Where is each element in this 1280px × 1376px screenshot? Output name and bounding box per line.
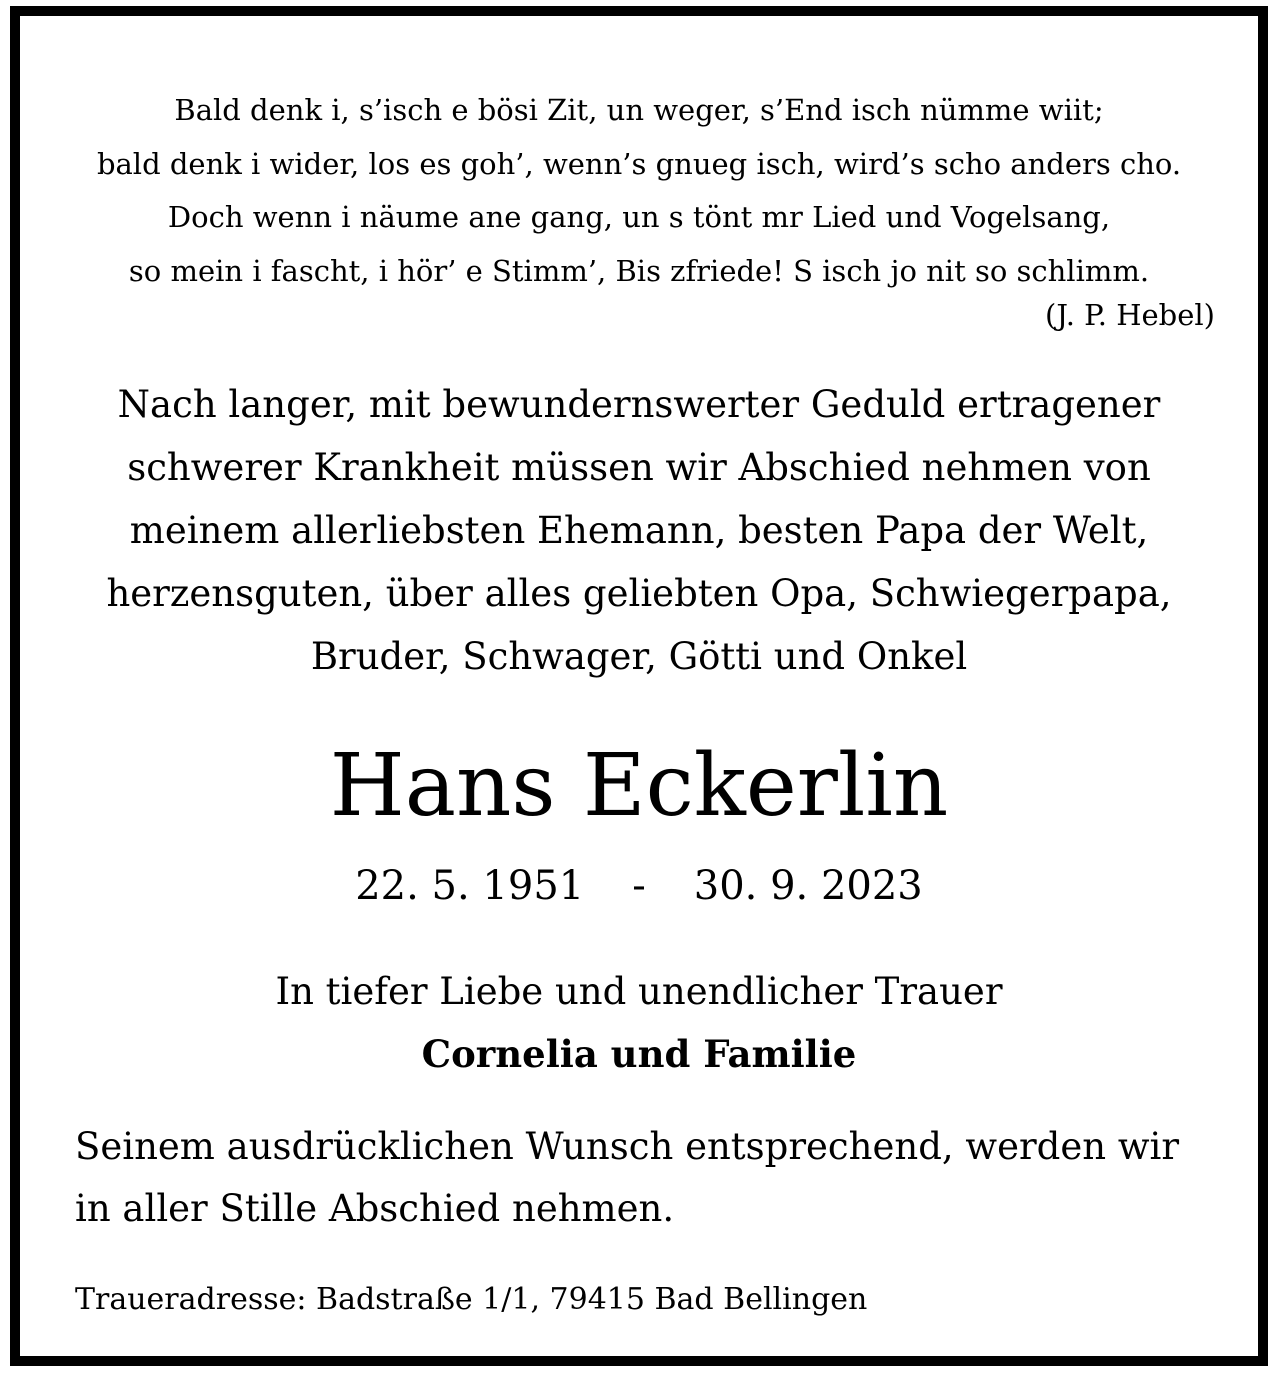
- announcement-text: [20, 373, 1258, 688]
- announcement-line: meinem allerliebsten Ehemann, besten Papa der Welt,: [129, 509, 1149, 552]
- mourner-names: Cornelia und Familie: [421, 1032, 857, 1076]
- deceased-name: Hans Eckerlin: [329, 736, 949, 836]
- date-separator: -: [632, 863, 646, 909]
- farewell-wish: [75, 1116, 1215, 1240]
- wish-line: Seinem ausdrücklichen Wunsch entsprechend, werden wir: [75, 1125, 1180, 1168]
- announcement-line: schwerer Krankheit müssen wir Abschied nehmen von: [127, 446, 1151, 489]
- poem-verse: [20, 84, 1258, 298]
- wish-line: in aller Stille Abschied nehmen.: [75, 1187, 675, 1230]
- mourning-address: Traueradresse: Badstraße 1/1, 79415 Bad Bellingen: [75, 1282, 868, 1317]
- birth-date: 22. 5. 1951: [355, 863, 585, 909]
- announcement-line: Bruder, Schwager, Götti und Onkel: [310, 635, 968, 678]
- obituary-notice: [10, 6, 1268, 1366]
- verse-line: Bald denk i, s’isch e bösi Zit, un weger, s’End isch nümme wiit;: [174, 93, 1104, 127]
- verse-line: Doch wenn i näume ane gang, un s tönt mr Lied und Vogelsang,: [167, 200, 1111, 234]
- life-dates: [20, 858, 1258, 914]
- announcement-line: herzensguten, über alles geliebten Opa, Schwiegerpapa,: [106, 572, 1172, 615]
- verse-line: so mein i fascht, i hör’ e Stimm’, Bis zfriede! S isch jo nit so schlimm.: [128, 253, 1150, 288]
- poem-attribution: (J. P. Hebel): [1045, 298, 1215, 332]
- mourning-section: [20, 961, 1258, 1085]
- death-date: 30. 9. 2023: [693, 863, 923, 909]
- announcement-line: Nach langer, mit bewundernswerter Geduld ertragener: [117, 383, 1161, 426]
- verse-line: bald denk i wider, los es goh’, wenn’s gnueg isch, wird’s scho anders cho.: [96, 146, 1182, 181]
- mourning-text: In tiefer Liebe und unendlicher Trauer: [275, 970, 1003, 1013]
